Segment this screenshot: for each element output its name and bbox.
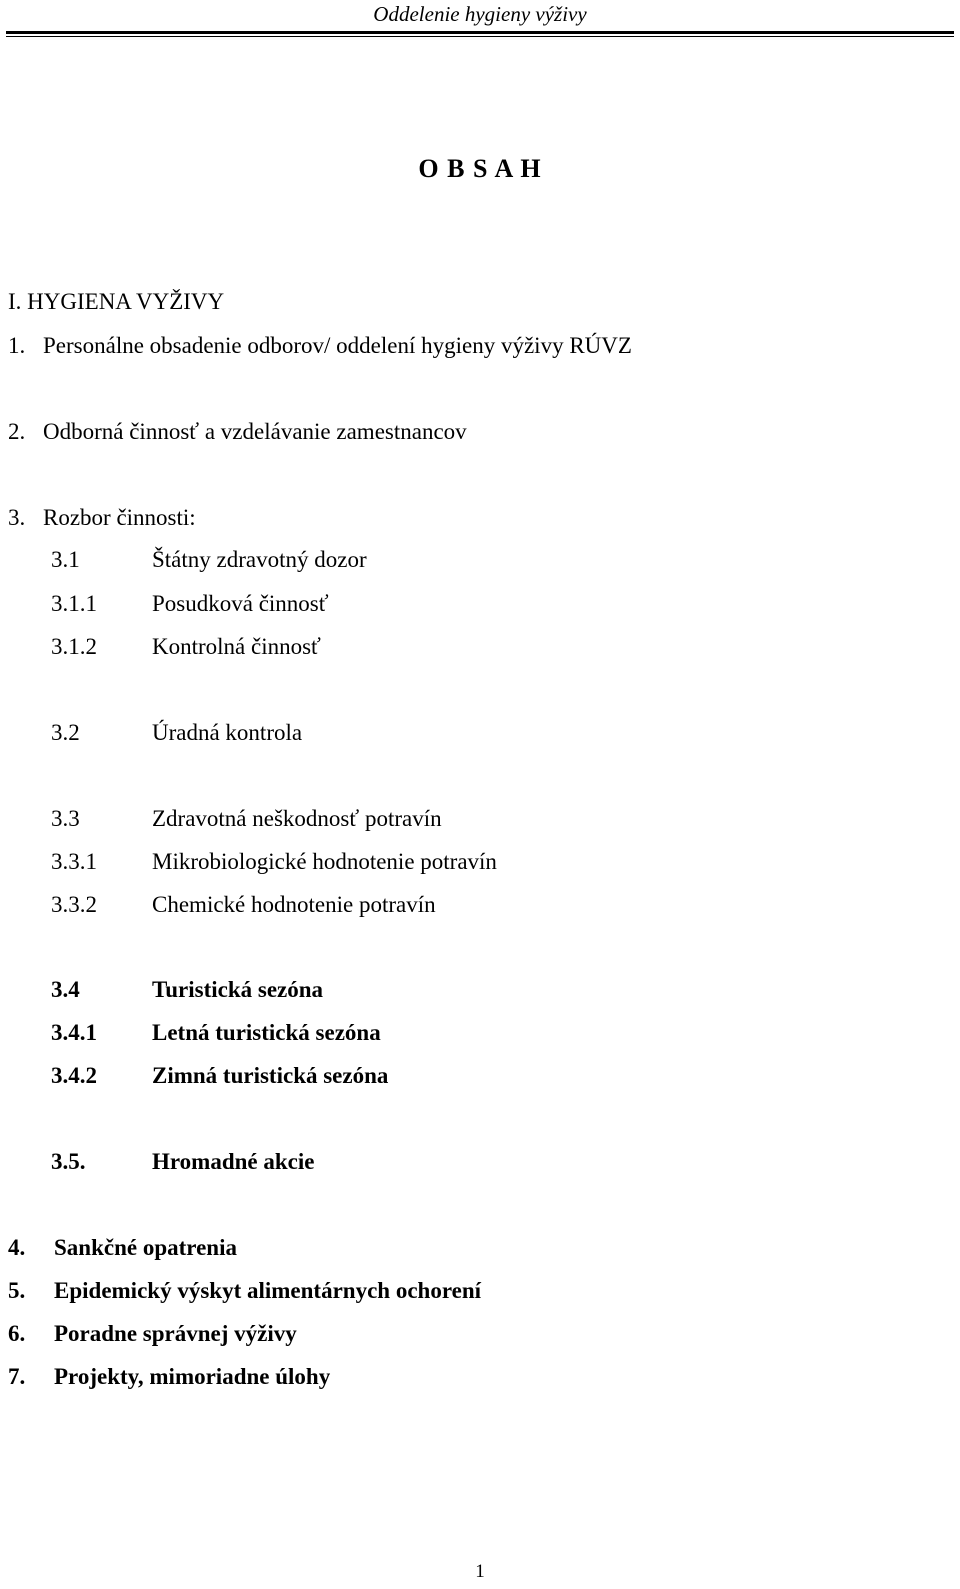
- toc-text: Personálne obsadenie odborov/ oddelení hygieny výživy RÚVZ: [43, 333, 632, 358]
- toc-text: Epidemický výskyt alimentárnych ochorení: [54, 1278, 482, 1303]
- document-title: O B S A H: [418, 154, 542, 183]
- toc-text: Odborná činnosť a vzdelávanie zamestnancov: [43, 419, 467, 444]
- toc-text: Rozbor činnosti:: [43, 505, 196, 530]
- toc-text: Štátny zdravotný dozor: [152, 547, 367, 572]
- page-number: 1: [475, 1561, 485, 1582]
- toc-number: 3.3.1: [51, 849, 97, 874]
- toc-number: 7.: [8, 1364, 26, 1389]
- toc-number: 1.: [8, 333, 26, 358]
- toc-number: 3.5.: [51, 1149, 86, 1174]
- section-heading: I. HYGIENA VYŽIVY: [8, 289, 225, 314]
- toc-text: Zimná turistická sezóna: [152, 1063, 389, 1088]
- toc-text: Sankčné opatrenia: [54, 1235, 237, 1260]
- toc-number: 4.: [8, 1235, 26, 1260]
- toc-number: 3.1: [51, 547, 80, 572]
- toc-number: 3.1.1: [51, 591, 97, 616]
- toc-number: 6.: [8, 1321, 26, 1346]
- toc-number: 2.: [8, 419, 26, 444]
- toc-text: Hromadné akcie: [152, 1149, 315, 1174]
- header-rule-thin: [6, 36, 954, 37]
- toc-number: 3.3.2: [51, 892, 97, 917]
- toc-text: Poradne správnej výživy: [54, 1321, 297, 1346]
- toc-number: 3.4: [51, 977, 80, 1002]
- toc-text: Letná turistická sezóna: [152, 1020, 381, 1045]
- toc-text: Kontrolná činnosť: [152, 634, 321, 659]
- toc-number: 3.1.2: [51, 634, 97, 659]
- toc-text: Turistická sezóna: [152, 977, 324, 1002]
- toc-number: 3.4.2: [51, 1063, 97, 1088]
- toc-number: 3.3: [51, 806, 80, 831]
- toc-text: Mikrobiologické hodnotenie potravín: [152, 849, 497, 874]
- running-header: Oddelenie hygieny výživy: [373, 2, 587, 26]
- toc-number: 5.: [8, 1278, 26, 1303]
- toc-text: Posudková činnosť: [152, 591, 329, 616]
- toc-text: Úradná kontrola: [152, 720, 303, 745]
- toc-text: Zdravotná neškodnosť potravín: [152, 806, 442, 831]
- toc-text: Projekty, mimoriadne úlohy: [54, 1364, 331, 1389]
- toc-text: Chemické hodnotenie potravín: [152, 892, 436, 917]
- toc-number: 3.2: [51, 720, 80, 745]
- toc-number: 3.4.1: [51, 1020, 97, 1045]
- toc-number: 3.: [8, 505, 26, 530]
- header-rule-thick: [6, 31, 954, 34]
